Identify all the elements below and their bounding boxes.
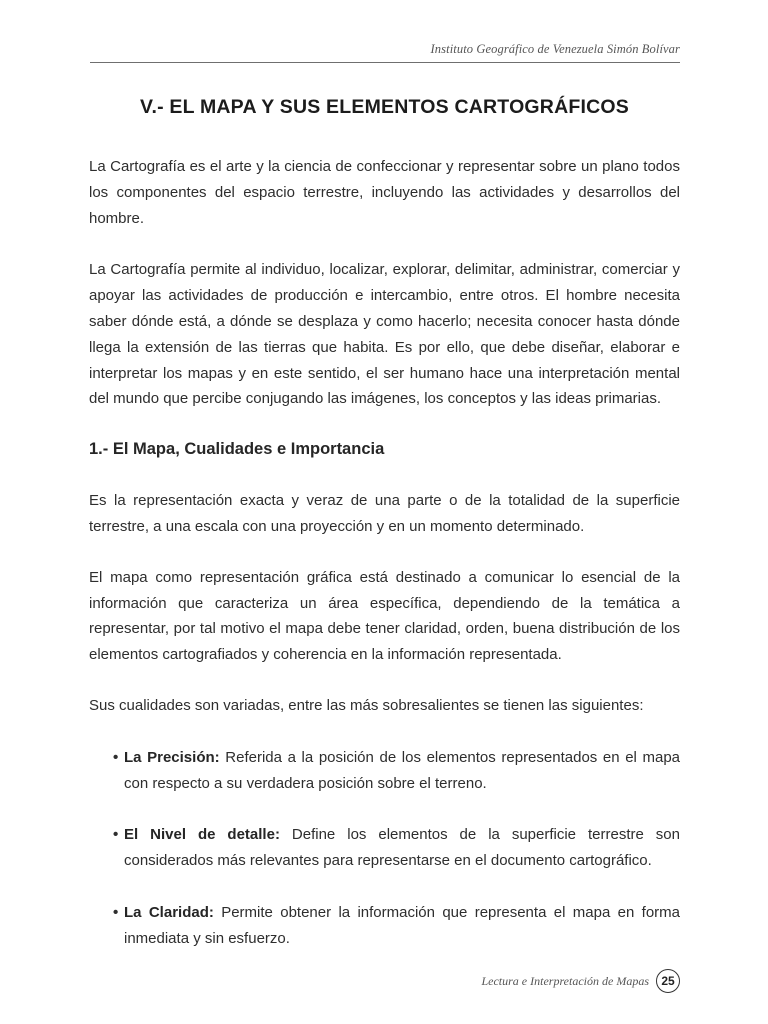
quality-term: La Precisión: [124, 748, 220, 766]
quality-term: El Nivel de detalle: [124, 826, 280, 844]
quality-description: Permite obtener la información que representa el mapa en forma inmediata y sin esfuerzo. [124, 903, 680, 947]
page-header [90, 40, 680, 63]
qualities-intro-paragraph: Sus cualidades son variadas, entre las más sobresalientes se tienen las siguientes: [89, 696, 644, 714]
intro-paragraph-2: La Cartografía permite al individuo, localizar, explorar, delimitar, administrar, comerciar y apoyar las actividades de producción e intercambio, entre otros. El hombre necesita saber dónde está, a dónde se desplaza y como hacerlo; necesita conocer hasta dónde llega la extensión de las tierras que habita. Es por ello, que debe diseñar, elaborar e interpretar los mapas y en este sentido, el ser humano hace una interpretación mental del mundo que percibe conjugando las imágenes, los conceptos y las ideas primarias. [89, 261, 680, 408]
header-title: Instituto Geográfico de Venezuela Simón Bolívar [430, 42, 680, 56]
page-footer [481, 968, 680, 994]
definition-paragraph: Es la representación exacta y veraz de una parte o de la totalidad de la superficie terrestre, a una escala con una proyección y en un momento determinado. [89, 492, 680, 535]
section-title: 1.- El Mapa, Cualidades e Importancia [89, 440, 385, 459]
quality-description: Referida a la posición de los elementos representados en el mapa con respecto a su verdadera posición sobre el terreno. [124, 748, 681, 792]
quality-description: Define los elementos de la superficie terrestre son considerados más relevantes para representarse en el documento cartográfico. [124, 826, 680, 870]
list-item [89, 745, 680, 797]
chapter-title: V.- EL MAPA Y SUS ELEMENTOS CARTOGRÁFICOS [140, 96, 629, 118]
list-item [89, 900, 680, 952]
qualities-list [89, 745, 680, 952]
bullet-icon: • [113, 826, 119, 844]
bullet-icon: • [113, 903, 119, 921]
footer-title: Lectura e Interpretación de Mapas [481, 973, 649, 988]
quality-term: La Claridad: [124, 903, 214, 921]
intro-paragraph-1: La Cartografía es el arte y la ciencia de confeccionar y representar sobre un plano todos los componentes del espacio terrestre, incluyendo las actividades y desarrollos del hombre. [89, 158, 680, 227]
bullet-icon: • [113, 748, 119, 766]
list-item [89, 822, 680, 874]
page-content [89, 94, 680, 952]
purpose-paragraph: El mapa como representación gráfica está destinado a comunicar lo esencial de la información que caracteriza un área específica, dependiendo de la temática a representar, por tal motivo el mapa debe tener claridad, orden, buena distribución de los elementos cartografiados y coherencia en la información representada. [89, 568, 680, 664]
page-number: 25 [656, 969, 680, 993]
